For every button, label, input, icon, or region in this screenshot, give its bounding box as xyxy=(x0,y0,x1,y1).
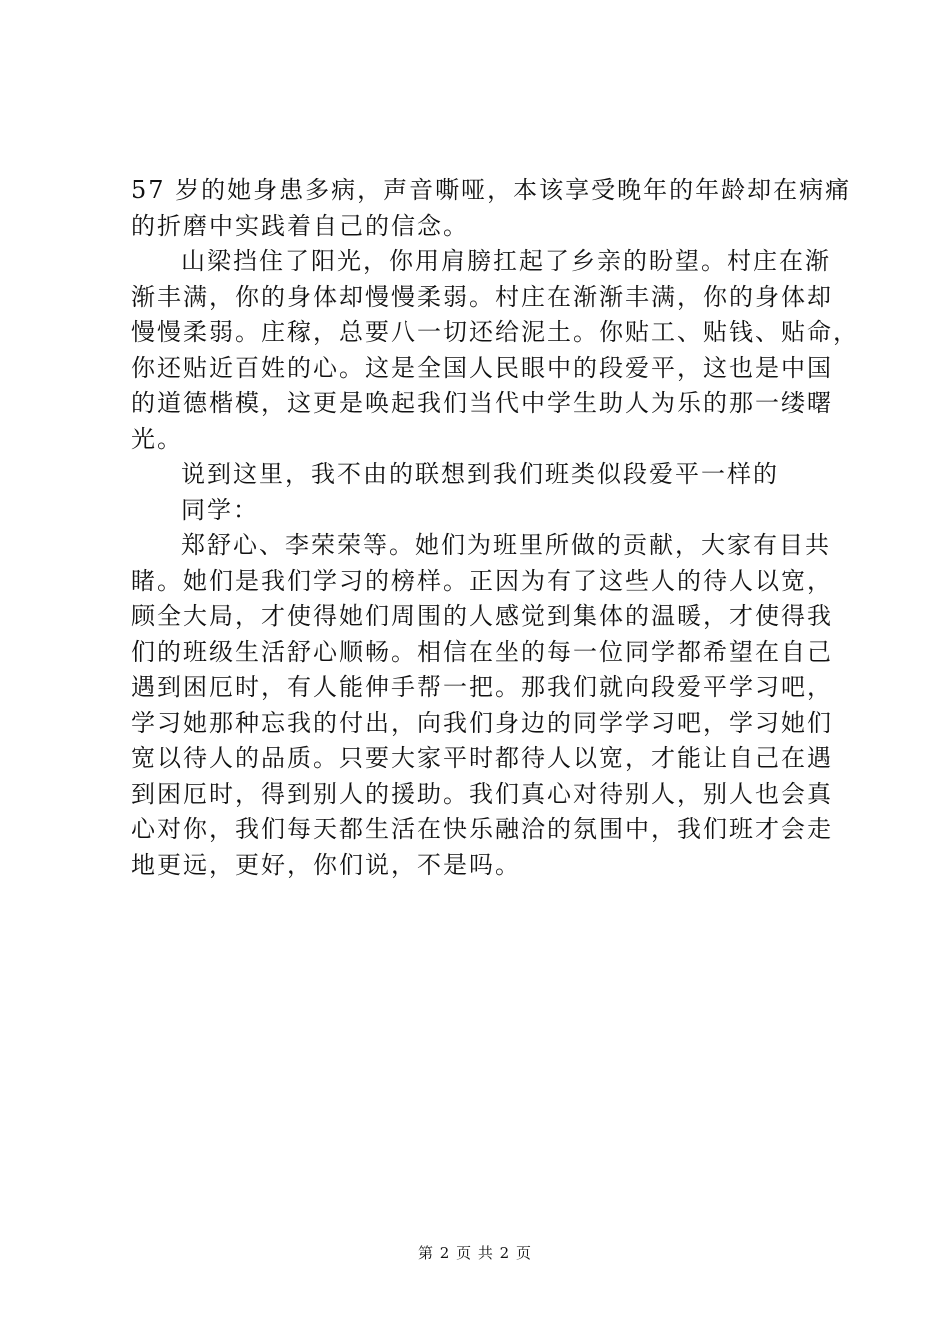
text-line: 睹。她们是我们学习的榜样。正因为有了这些人的待人以宽， xyxy=(131,566,833,595)
page-number-label: 第 2 页 共 2 页 xyxy=(418,1244,532,1262)
text-line: 宽以待人的品质。只要大家平时都待人以宽，才能让自己在遇 xyxy=(131,744,833,772)
text-line: 说到这里，我不由的联想到我们班类似段爱平一样的 xyxy=(181,460,779,488)
text-line: 渐丰满，你的身体却慢慢柔弱。村庄在渐渐丰满，你的身体却 xyxy=(131,282,833,311)
text-line: 遇到困厄时，有人能伸手帮一把。那我们就向段爱平学习吧， xyxy=(131,673,833,701)
text-line: 的折磨中实践着自己的信念。 xyxy=(131,211,469,240)
text-line: 郑舒心、李荣荣等。她们为班里所做的贡献，大家有目共 xyxy=(181,531,831,559)
text-line: 山梁挡住了阳光，你用肩膀扛起了乡亲的盼望。村庄在渐 xyxy=(181,247,831,275)
paragraph-4 xyxy=(131,493,836,529)
paragraph-3 xyxy=(131,457,836,493)
text-line: 地更远，更好，你们说，不是吗。 xyxy=(131,850,521,879)
text-line: 到困厄时，得到别人的援助。我们真心对待别人，别人也会真 xyxy=(131,779,833,808)
paragraph-2 xyxy=(131,244,859,457)
text-line: 慢慢柔弱。庄稼，总要八一切还给泥土。你贴工、贴钱、贴命， xyxy=(131,318,859,346)
paragraph-5 xyxy=(131,528,836,883)
document-body xyxy=(131,173,859,883)
text-line: 你还贴近百姓的心。这是全国人民眼中的段爱平，这也是中国 xyxy=(131,353,833,382)
text-line: 心对你，我们每天都生活在快乐融洽的氛围中，我们班才会走 xyxy=(131,815,833,843)
text-line: 顾全大局，才使得她们周围的人感觉到集体的温暖，才使得我 xyxy=(131,602,833,630)
text-line: 们的班级生活舒心顺畅。相信在坐的每一位同学都希望在自己 xyxy=(131,637,833,666)
text-line: 57 岁的她身患多病，声音嘶哑，本该享受晚年的年龄却在病痛 xyxy=(131,176,852,204)
paragraph-1 xyxy=(131,173,852,244)
text-line: 光。 xyxy=(131,424,183,453)
text-line: 的道德楷模，这更是唤起我们当代中学生助人为乐的那一缕曙 xyxy=(131,389,833,417)
page-footer xyxy=(0,1242,950,1263)
text-line: 学习她那种忘我的付出，向我们身边的同学学习吧，学习她们 xyxy=(131,708,833,737)
text-line: 同学： xyxy=(181,495,259,524)
